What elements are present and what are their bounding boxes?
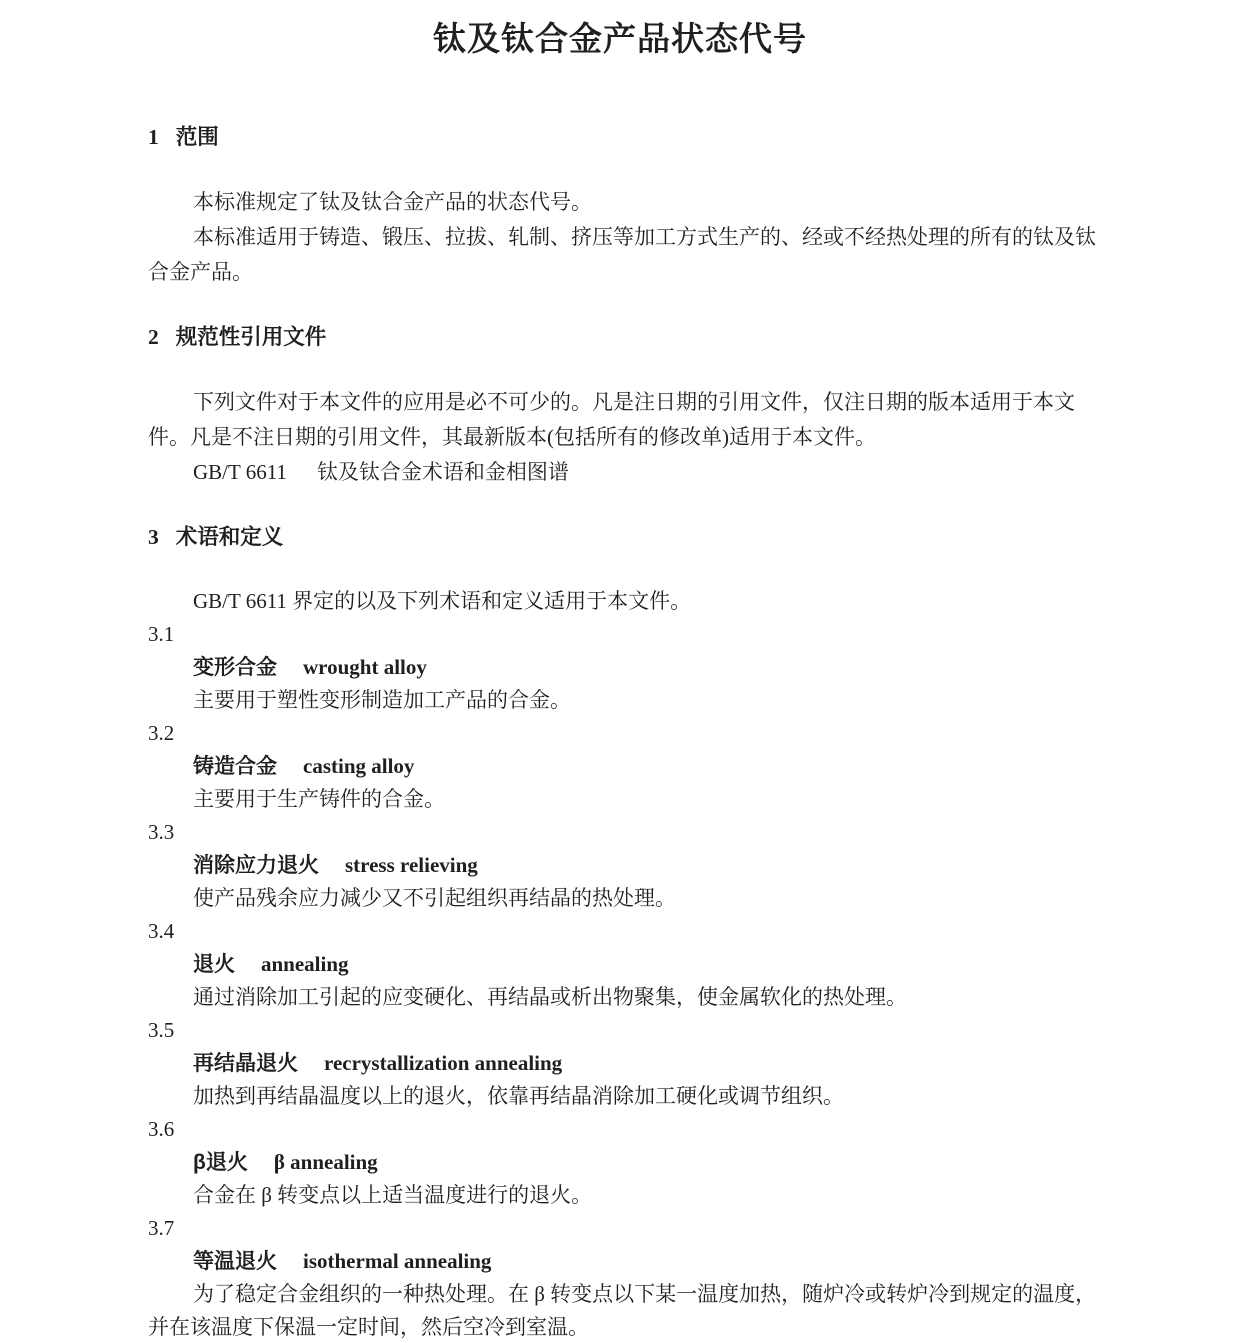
term-heading [193,849,1114,882]
section-3-title: 术语和定义 [175,525,284,549]
term-english: isothermal annealing [303,1249,492,1273]
section-3-heading [148,520,1114,555]
term-entry [148,816,1114,915]
section-3-intro: GB/T 6611 界定的以及下列术语和定义适用于本文件。 [193,589,692,613]
term-chinese: 变形合金 [193,656,277,679]
term-definition: 主要用于塑性变形制造加工产品的合金。 [193,688,571,712]
term-chinese: β退火 [193,1151,248,1174]
document-content [148,120,1114,1343]
term-number: 3.5 [148,1018,175,1042]
term-chinese: 再结晶退火 [193,1052,298,1075]
term-number: 3.1 [148,622,175,646]
section-1-title: 范围 [175,125,219,149]
term-entry [148,1113,1114,1212]
term-english: stress relieving [345,853,478,877]
section-2-paragraph-1: 下列文件对于本文件的应用是必不可少的。凡是注日期的引用文件，仅注日期的版本适用于本文件。凡是不注日期的引用文件，其最新版本(包括所有的修改单)适用于本文件。 [148,390,1075,449]
term-entry [148,1014,1114,1113]
term-number: 3.2 [148,721,175,745]
term-heading [193,750,1114,783]
term-english: β annealing [273,1150,378,1174]
term-heading [193,1146,1114,1179]
section-1-number: 1 [148,125,159,149]
normative-reference [148,455,1114,490]
term-definition: 主要用于生产铸件的合金。 [193,787,445,811]
term-english: recrystallization annealing [324,1051,563,1075]
reference-title: 钛及钛合金术语和金相图谱 [316,460,569,484]
term-chinese: 铸造合金 [193,755,277,778]
section-1-heading [148,120,1114,155]
term-definition: 合金在 β 转变点以上适当温度进行的退火。 [193,1183,593,1207]
term-chinese: 退火 [193,953,235,976]
term-chinese: 消除应力退火 [193,854,319,877]
section-1-paragraph-1: 本标准规定了钛及钛合金产品的状态代号。 [193,190,592,214]
term-english: annealing [261,952,349,976]
term-heading [193,1047,1114,1080]
section-2-title: 规范性引用文件 [175,325,327,349]
term-entry [148,717,1114,816]
term-number: 3.3 [148,820,175,844]
term-number: 3.4 [148,919,175,943]
document-title: 钛及钛合金产品状态代号 [433,20,807,57]
term-entry [148,618,1114,717]
term-entry [148,915,1114,1014]
term-heading [193,948,1114,981]
term-english: casting alloy [303,754,415,778]
term-number: 3.7 [148,1216,175,1240]
term-english: wrought alloy [303,655,427,679]
term-definition: 加热到再结晶温度以上的退火，依靠再结晶消除加工硬化或调节组织。 [193,1084,844,1108]
section-2-heading [148,320,1114,355]
term-chinese: 等温退火 [193,1250,277,1273]
term-heading [193,1245,1114,1278]
reference-code: GB/T 6611 [193,460,287,484]
terms-list [148,618,1114,1343]
section-2-number: 2 [148,325,159,349]
term-definition: 使产品残余应力减少又不引起组织再结晶的热处理。 [193,886,676,910]
term-definition: 为了稳定合金组织的一种热处理。在 β 转变点以下某一温度加热，随炉冷或转炉冷到规定的温度，并在该温度下保温一定时间，然后空冷到室温。 [148,1282,1097,1339]
term-number: 3.6 [148,1117,175,1141]
term-heading [193,651,1114,684]
term-definition: 通过消除加工引起的应变硬化、再结晶或析出物聚集，使金属软化的热处理。 [193,985,907,1009]
section-3-number: 3 [148,525,159,549]
section-1-paragraph-2: 本标准适用于铸造、锻压、拉拔、轧制、挤压等加工方式生产的、经或不经热处理的所有的钛及钛合金产品。 [148,225,1096,284]
term-entry [148,1212,1114,1343]
